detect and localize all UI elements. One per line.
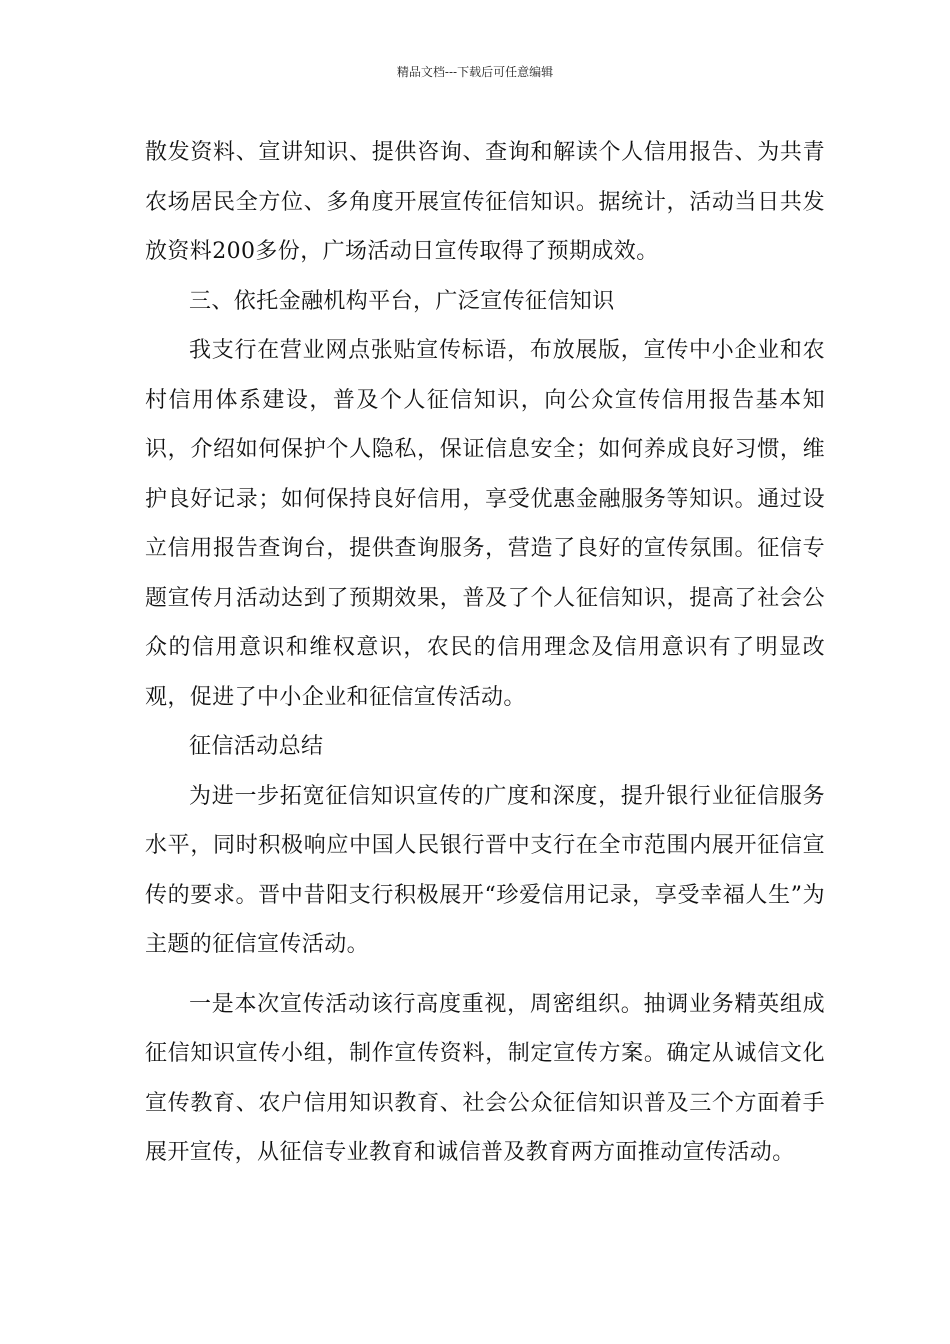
paragraph-point-one: 一是本次宣传活动该行高度重视，周密组织。抽调业务精英组成征信知识宣传小组，制作宣传资料，制定宣传方案。确定从诚信文化宣传教育、农户信用知识教育、社会公众征信知识普及三个方面着手展开宣传，从征信专业教育和诚信普及教育两方面推动宣传活动。 [145, 991, 825, 1165]
paragraph-branch-outlets: 我支行在营业网点张贴宣传标语，布放展版，宣传中小企业和农村信用体系建设，普及个人征信知识，向公众宣传信用报告基本知识，介绍如何保护个人隐私，保证信息安全；如何养成良好习惯，维护良好记录；如何保持良好信用，享受优惠金融服务等知识。通过设立信用报告查询台，提供查询服务，营造了良好的宣传氛围。征信专题宣传月活动达到了预期效果，普及了个人征信知识，提高了社会公众的信用意识和维权意识，农民的信用理念及信用意识有了明显改观，促进了中小企业和征信宣传活动。 [145, 338, 825, 710]
paragraph-continuation: 散发资料、宣讲知识、提供咨询、查询和解读个人信用报告、为共青农场居民全方位、多角度开展宣传征信知识。据统计，活动当日共发放资料200多份，广场活动日宣传取得了预期成效。 [145, 140, 825, 264]
document-body [145, 128, 825, 1178]
section-heading-3: 三、依托金融机构平台，广泛宣传征信知识 [189, 288, 615, 314]
page-header: 精品文档---下载后可任意编辑 [396, 65, 554, 79]
paragraph-intro: 为进一步拓宽征信知识宣传的广度和深度，提升银行业征信服务水平，同时积极响应中国人民银行晋中支行在全市范围内展开征信宣传的要求。晋中昔阳支行积极展开“珍爱信用记录，享受幸福人生”为主题的征信宣传活动。 [145, 783, 825, 957]
section-heading-summary: 征信活动总结 [189, 734, 324, 759]
